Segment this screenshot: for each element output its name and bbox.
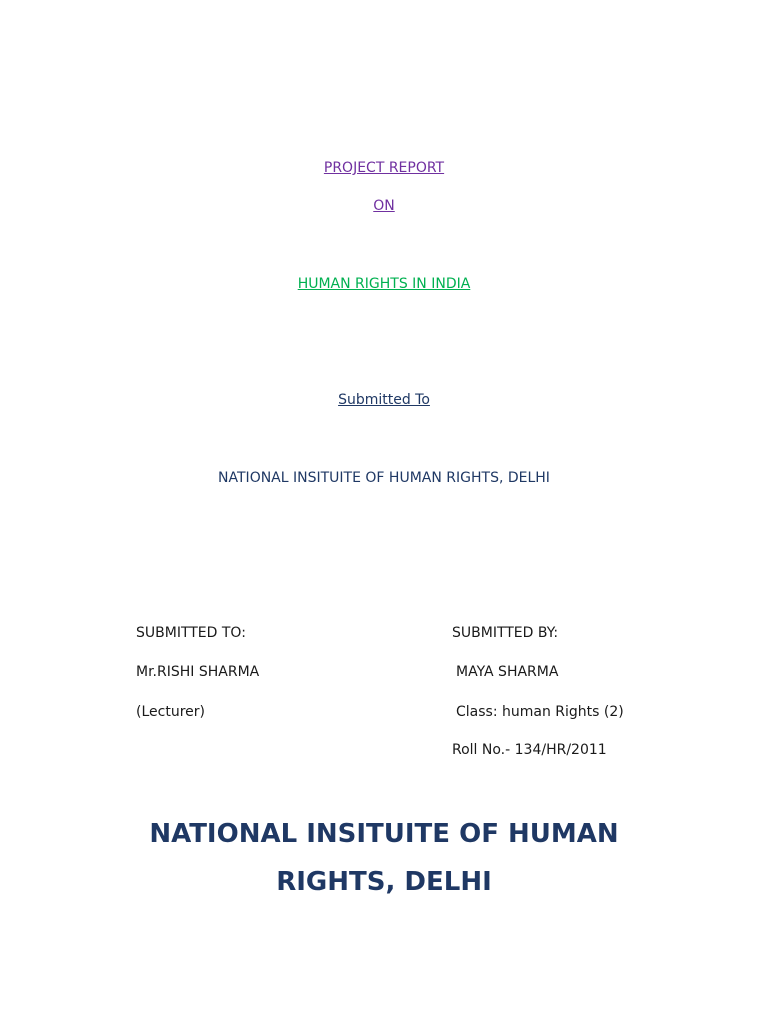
topic-heading: HUMAN RIGHTS IN INDIA [297,276,471,292]
footer-title-line-1: NATIONAL INSITUITE OF HUMAN [149,819,619,849]
submitted-by-label: SUBMITTED BY: [452,625,559,641]
submitted-to-heading: Submitted To [338,392,430,408]
submitted-to-label: SUBMITTED TO: [136,625,246,641]
author-name: MAYA SHARMA [456,664,559,680]
recipient-role: (Lecturer) [136,704,205,720]
author-roll-number: Roll No.- 134/HR/2011 [452,742,607,758]
author-class: Class: human Rights (2) [456,704,624,720]
project-report-heading: PROJECT REPORT [323,160,445,176]
footer-title-line-2: RIGHTS, DELHI [276,867,492,897]
recipient-name: Mr.RISHI SHARMA [136,664,260,680]
institute-name: NATIONAL INSITUITE OF HUMAN RIGHTS, DELHI [218,470,550,486]
on-heading: ON [373,198,395,214]
